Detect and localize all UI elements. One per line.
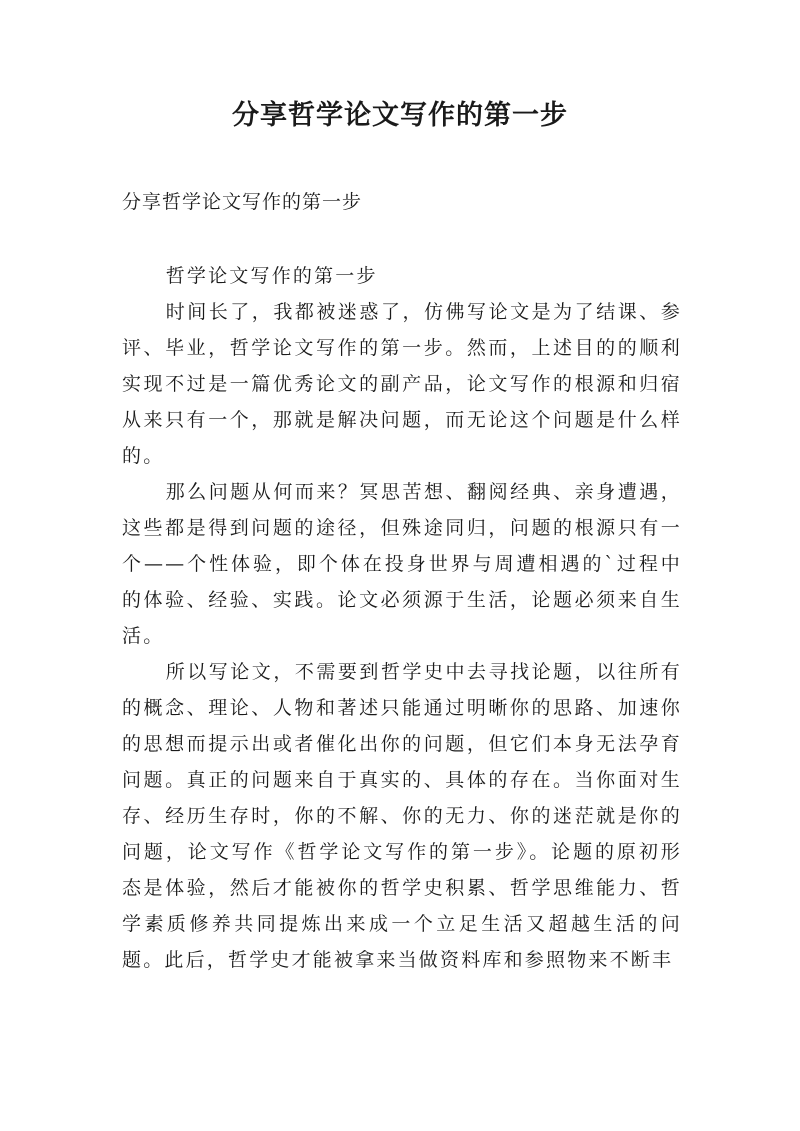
- body-paragraph: 那么问题从何而来？冥思苦想、翻阅经典、亲身遭遇，这些都是得到问题的途径，但殊途同归，问题的根源只有一个——个性体验，即个体在投身世界与周遭相遇的`过程中的体验、经验、实践。论文必须源于生活，论题必须来自生活。: [122, 481, 682, 647]
- document-subtitle: 分享哲学论文写作的第一步: [122, 191, 363, 213]
- body-paragraph: 时间长了，我都被迷惑了，仿佛写论文是为了结课、参评、毕业，哲学论文写作的第一步。然而，上述目的的顺利实现不过是一篇优秀论文的副产品，论文写作的根源和归宿从来只有一个，那就是解决问题，而无论这个问题是什么样的。: [122, 301, 682, 467]
- document-title: 分享哲学论文写作的第一步: [232, 100, 568, 131]
- document-body: [122, 258, 682, 978]
- body-paragraph: 所以写论文，不需要到哲学史中去寻找论题，以往所有的概念、理论、人物和著述只能通过明晰你的思路、加速你的思想而提示出或者催化出你的问题，但它们本身无法孕育问题。真正的问题来自于真实的、具体的存在。当你面对生存、经历生存时，你的不解、你的无力、你的迷茫就是你的问题，论文写作《哲学论文写作的第一步》。论题的原初形态是体验，然后才能被你的哲学史积累、哲学思维能力、哲学素质修养共同提炼出来成一个立足生活又超越生活的问题。此后，哲学史才能被拿来当做资料库和参照物来不断丰: [122, 661, 682, 971]
- body-paragraph: 哲学论文写作的第一步: [165, 265, 378, 287]
